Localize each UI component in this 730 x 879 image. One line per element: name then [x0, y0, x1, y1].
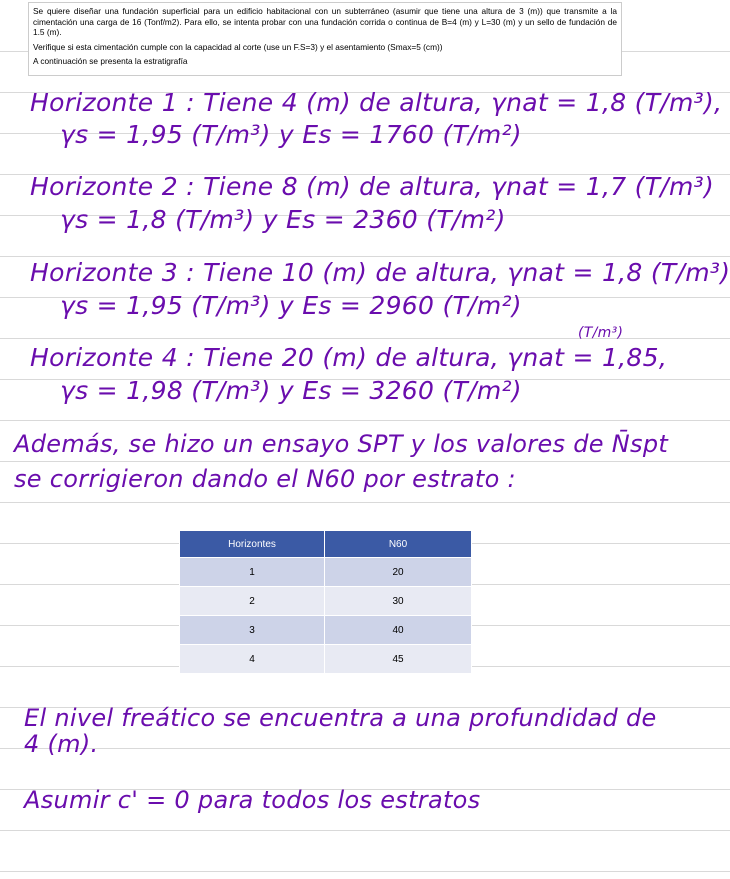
- horizon-cell: 1: [180, 558, 325, 587]
- horizon-3-line-2: γs = 1,95 (T/m³) y Es = 2960 (T/m²): [60, 291, 522, 320]
- horizon-4-unit-note: (T/m³): [578, 325, 624, 341]
- header-horizontes: Horizontes: [180, 531, 325, 558]
- problem-paragraph-3: A continuación se presenta la estratigrafía: [33, 56, 188, 66]
- table-row: [180, 645, 472, 674]
- cohesion-note: Asumir c' = 0 para todos los estratos: [24, 786, 481, 814]
- spt-line-2: se corrigieron dando el N60 por estrato :: [14, 465, 516, 493]
- table-header-row: [180, 531, 472, 558]
- table-row: [180, 616, 472, 645]
- table-row: [180, 587, 472, 616]
- table-row: [180, 558, 472, 587]
- horizon-cell: 4: [180, 645, 325, 674]
- horizon-1-line-1: Horizonte 1 : Tiene 4 (m) de altura, γnat = 1,8 (T/m³),: [30, 88, 723, 117]
- water-table-line-2: 4 (m).: [24, 730, 99, 758]
- horizon-4-line-2: γs = 1,98 (T/m³) y Es = 3260 (T/m²): [60, 376, 522, 405]
- header-n60: N60: [325, 531, 472, 558]
- problem-paragraph-2: Verifique si esta cimentación cumple con la capacidad al corte (use un F.S=3) y el asentamiento (Smax=5 (cm)): [33, 41, 443, 52]
- problem-paragraph-1: Se quiere diseñar una fundación superficial para un edificio habitacional con un subterráneo (asumir que tiene una altura de 3 (m)) que transmite a la cimentación una carga de 16 (Tonf/m2). Para ello, se intenta probar con una fundación corrida o continua de B=4 (m) y L=30 (m) y un sello de fundación de 1.5 (m).: [33, 6, 617, 37]
- n60-table: [179, 530, 472, 674]
- horizon-cell: 2: [180, 587, 325, 616]
- spt-line-1: Además, se hizo un ensayo SPT y los valores de N̄spt: [14, 430, 669, 458]
- horizon-2-line-2: γs = 1,8 (T/m³) y Es = 2360 (T/m²): [60, 205, 506, 234]
- horizon-cell: 3: [180, 616, 325, 645]
- n60-cell: 45: [325, 645, 472, 674]
- problem-statement: [28, 2, 622, 76]
- n60-cell: 40: [325, 616, 472, 645]
- water-table-line-1: El nivel freático se encuentra a una profundidad de: [24, 704, 657, 732]
- horizon-2-line-1: Horizonte 2 : Tiene 8 (m) de altura, γnat = 1,7 (T/m³): [30, 172, 715, 201]
- n60-cell: 20: [325, 558, 472, 587]
- horizon-3-line-1: Horizonte 3 : Tiene 10 (m) de altura, γnat = 1,8 (T/m³): [30, 258, 730, 287]
- n60-cell: 30: [325, 587, 472, 616]
- horizon-1-line-2: γs = 1,95 (T/m³) y Es = 1760 (T/m²): [60, 120, 522, 149]
- horizon-4-line-1: Horizonte 4 : Tiene 20 (m) de altura, γnat = 1,85,: [30, 343, 668, 372]
